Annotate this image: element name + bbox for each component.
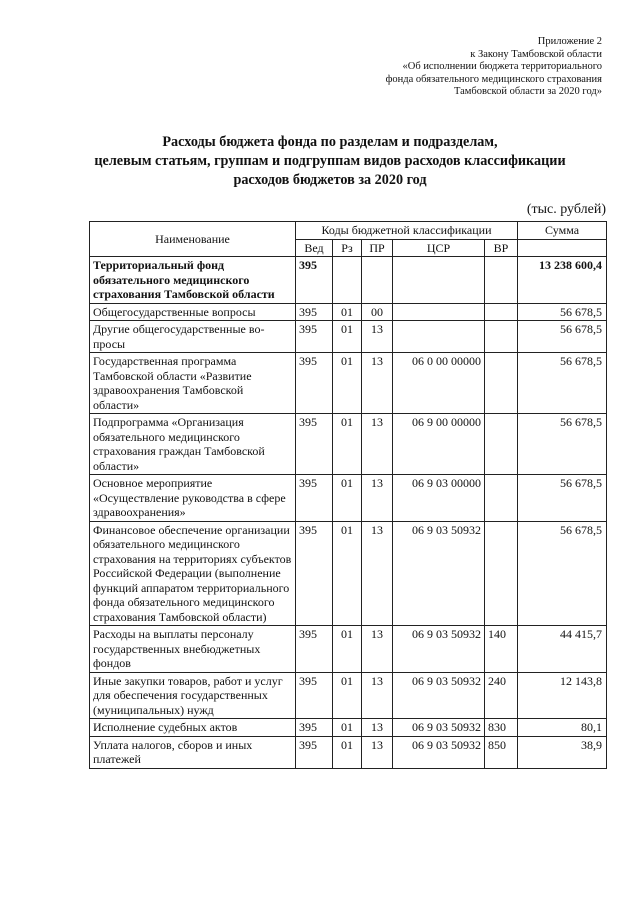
cell-rz: 01 <box>333 672 362 719</box>
cell-sum: 12 143,8 <box>518 672 607 719</box>
header-ved: Вед <box>296 239 333 257</box>
table-row <box>90 414 607 475</box>
header-name: Наименование <box>90 222 296 257</box>
cell-name: Уплата налогов, сборов и иных платежей <box>90 736 296 768</box>
cell-name: Общегосударственные вопросы <box>90 303 296 321</box>
cell-ved: 395 <box>296 719 333 737</box>
cell-ved: 395 <box>296 321 333 353</box>
cell-sum: 56 678,5 <box>518 321 607 353</box>
cell-csr: 06 9 03 50932 <box>393 672 485 719</box>
cell-csr: 06 9 03 50932 <box>393 719 485 737</box>
cell-rz: 01 <box>333 475 362 522</box>
cell-csr <box>393 257 485 304</box>
unit-label: (тыс. рублей) <box>526 202 606 217</box>
table-body <box>90 257 607 769</box>
header-rz: Рз <box>333 239 362 257</box>
cell-pr: 00 <box>362 303 393 321</box>
table-row <box>90 626 607 673</box>
cell-sum: 56 678,5 <box>518 521 607 626</box>
appendix-line: «Об исполнении бюджета территориального <box>402 61 602 72</box>
cell-pr: 13 <box>362 626 393 673</box>
cell-ved: 395 <box>296 736 333 768</box>
cell-sum: 56 678,5 <box>518 414 607 475</box>
cell-ved: 395 <box>296 257 333 304</box>
cell-name: Основное мероприятие «Осуществление руководства в сфере здравоохранения» <box>90 475 296 522</box>
expenses-table <box>89 221 607 769</box>
cell-sum: 80,1 <box>518 719 607 737</box>
appendix-note <box>342 36 602 99</box>
cell-pr: 13 <box>362 475 393 522</box>
cell-rz: 01 <box>333 321 362 353</box>
cell-pr: 13 <box>362 672 393 719</box>
header-csr: ЦСР <box>393 239 485 257</box>
cell-csr <box>393 321 485 353</box>
cell-name: Территориальный фонд обязательного медицинского страхования Тамбовской области <box>90 257 296 304</box>
cell-ved: 395 <box>296 353 333 414</box>
appendix-line: к Закону Тамбовской области <box>470 48 602 60</box>
cell-csr: 06 0 00 00000 <box>393 353 485 414</box>
cell-csr: 06 9 03 50932 <box>393 736 485 768</box>
table-row <box>90 521 607 626</box>
table-row <box>90 475 607 522</box>
table-row <box>90 672 607 719</box>
table-row <box>90 353 607 414</box>
cell-pr: 13 <box>362 414 393 475</box>
cell-csr: 06 9 00 00000 <box>393 414 485 475</box>
table-row <box>90 719 607 737</box>
cell-vr: 850 <box>485 736 518 768</box>
header-row <box>90 222 607 240</box>
cell-rz: 01 <box>333 353 362 414</box>
cell-pr: 13 <box>362 321 393 353</box>
cell-vr <box>485 303 518 321</box>
cell-vr: 140 <box>485 626 518 673</box>
table-row <box>90 736 607 768</box>
cell-name: Иные закупки товаров, работ и услуг для обеспечения государственных (муниципальных) нужд <box>90 672 296 719</box>
cell-pr: 13 <box>362 719 393 737</box>
cell-rz: 01 <box>333 626 362 673</box>
cell-rz: 01 <box>333 719 362 737</box>
document-title <box>60 133 600 190</box>
cell-ved: 395 <box>296 414 333 475</box>
cell-csr <box>393 303 485 321</box>
cell-rz: 01 <box>333 414 362 475</box>
cell-sum: 56 678,5 <box>518 475 607 522</box>
cell-ved: 395 <box>296 672 333 719</box>
title-line: расходов бюджетов за 2020 год <box>233 172 427 188</box>
appendix-line: Приложение 2 <box>537 36 602 47</box>
cell-vr <box>485 321 518 353</box>
cell-rz <box>333 257 362 304</box>
header-vr: ВР <box>485 239 518 257</box>
cell-sum: 56 678,5 <box>518 303 607 321</box>
header-codes: Коды бюджетной классификации <box>296 222 518 240</box>
cell-vr <box>485 475 518 522</box>
header-pr: ПР <box>362 239 393 257</box>
cell-vr <box>485 257 518 304</box>
cell-vr: 830 <box>485 719 518 737</box>
appendix-line: Тамбовской области за 2020 год» <box>453 86 602 97</box>
cell-csr: 06 9 03 00000 <box>393 475 485 522</box>
cell-pr <box>362 257 393 304</box>
cell-vr <box>485 414 518 475</box>
cell-sum: 13 238 600,4 <box>518 257 607 304</box>
cell-pr: 13 <box>362 353 393 414</box>
cell-sum: 38,9 <box>518 736 607 768</box>
cell-vr: 240 <box>485 672 518 719</box>
header-sum-empty <box>518 239 607 257</box>
cell-csr: 06 9 03 50932 <box>393 521 485 626</box>
cell-ved: 395 <box>296 303 333 321</box>
title-line: Расходы бюджета фонда по разделам и подразделам, <box>162 134 498 150</box>
cell-ved: 395 <box>296 626 333 673</box>
cell-rz: 01 <box>333 303 362 321</box>
table-row <box>90 257 607 304</box>
cell-rz: 01 <box>333 521 362 626</box>
cell-ved: 395 <box>296 521 333 626</box>
cell-name: Другие общегосударственные во-просы <box>90 321 296 353</box>
cell-name: Исполнение судебных актов <box>90 719 296 737</box>
table-row <box>90 303 607 321</box>
cell-name: Финансовое обеспечение организации обязательного медицинского страхования на территориях субъектов Российской Федерации (выполнение функций аппаратом территориального фонда обязательного медицинского страхования Тамбовской области) <box>90 521 296 626</box>
cell-csr: 06 9 03 50932 <box>393 626 485 673</box>
cell-sum: 44 415,7 <box>518 626 607 673</box>
cell-ved: 395 <box>296 475 333 522</box>
table-row <box>90 321 607 353</box>
cell-vr <box>485 353 518 414</box>
appendix-line: фонда обязательного медицинского страхования <box>385 73 602 85</box>
cell-sum: 56 678,5 <box>518 353 607 414</box>
cell-name: Подпрограмма «Организация обязательного медицинского страхования граждан Тамбовской области» <box>90 414 296 475</box>
header-sum: Сумма <box>518 222 607 240</box>
cell-vr <box>485 521 518 626</box>
cell-pr: 13 <box>362 736 393 768</box>
cell-name: Расходы на выплаты персоналу государственных внебюджетных фондов <box>90 626 296 673</box>
cell-pr: 13 <box>362 521 393 626</box>
cell-name: Государственная программа Тамбовской области «Развитие здравоохранения Тамбовской области» <box>90 353 296 414</box>
title-line: целевым статьям, группам и подгруппам видов расходов классификации <box>94 153 566 169</box>
cell-rz: 01 <box>333 736 362 768</box>
